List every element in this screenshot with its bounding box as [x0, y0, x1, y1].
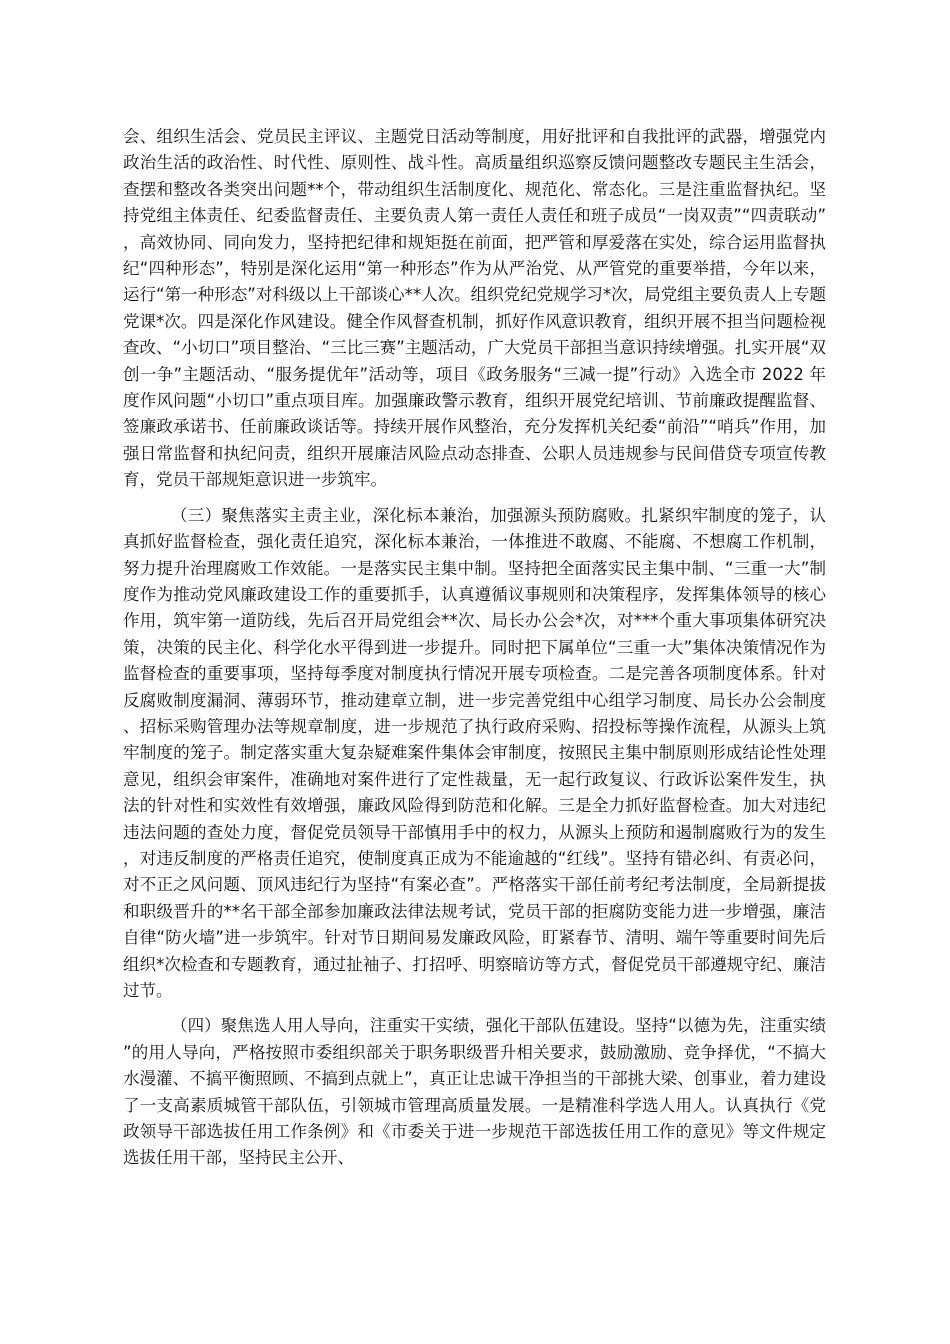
- paragraph-section-4: （四）聚焦选人用人导向，注重实干实绩，强化干部队伍建设。坚持“以德为先，注重实绩”的用人导向，严格按照市委组织部关于职务职级晋升相关要求，鼓励激励、竞争择优，“不搞大水漫灌、不搞平衡照顾、不搞到点就上”，真正让忠诚干净担当的干部挑大梁、创事业，着力建设了一支高素质城管干部队伍，引领城市管理高质量发展。一是精准科学选人用人。认真执行《党政领导干部选拔任用工作条例》和《市委关于进一步规范干部选拔任用工作的意见》等文件规定选拔任用干部，坚持民主公开、: [123, 1016, 826, 1168]
- document-body: [123, 124, 826, 1172]
- paragraph-section-3: （三）聚焦落实主责主业，深化标本兼治，加强源头预防腐败。扎紧织牢制度的笼子，认真抓好监督检查，强化责任追究，深化标本兼治，一体推进不敢腐、不能腐、不想腐工作机制，努力提升治理腐败工作效能。一是落实民主集中制。坚持把全面落实民主集中制、“三重一大”制度作为推动党风廉政建设工作的重要抓手，认真遵循议事规则和决策程序，发挥集体领导的核心作用，筑牢第一道防线，先后召开局党组会**次、局长办公会*次，对***个重大事项集体研究决策，决策的民主化、科学化水平得到进一步提升。同时把下属单位“三重一大”集体决策情况作为监督检查的重要事项，坚持每季度对制度执行情况开展专项检查。二是完善各项制度体系。针对反腐败制度漏洞、薄弱环节，推动建章立制，进一步完善党组中心组学习制度、局长办公会制度、招标采购管理办法等规章制度，进一步规范了执行政府采购、招投标等操作流程，从源头上筑牢制度的笼子。制定落实重大复杂疑难案件集体会审制度，按照民主集中制原则形成结论性处理意见，组织会审案件，准确地对案件进行了定性裁量，无一起行政复议、行政诉讼案件发生，执法的针对性和实效性有效增强，廉政风险得到防范和化解。三是全力抓好监督检查。加大对违纪违法问题的查处力度，督促党员领导干部慎用手中的权力，从源头上预防和遏制腐败行为的发生，对违反制度的严格责任追究，使制度真正成为不能逾越的“红线”。坚持有错必纠、有责必问，对不正之风问题、顶风违纪行为坚持“有案必查”。严格落实干部任前考纪考法制度，全局新提拔和职级晋升的**名干部全部参加廉政法律法规考试，党员干部的拒腐防变能力进一步增强，廉洁自律“防火墙”进一步筑牢。针对节日期间易发廉政风险，盯紧春节、清明、端午等重要时间先后组织*次检查和专题教育，通过扯袖子、打招呼、明察暗访等方式，督促党员干部遵规守纪、廉洁过节。: [123, 505, 826, 1000]
- paragraph-continuation: 会、组织生活会、党员民主评议、主题党日活动等制度，用好批评和自我批评的武器，增强党内政治生活的政治性、时代性、原则性、战斗性。高质量组织巡察反馈问题整改专题民主生活会，查摆和整改各类突出问题**个，带动组织生活制度化、规范化、常态化。三是注重监督执纪。坚持党组主体责任、纪委监督责任、主要负责人第一责任人责任和班子成员“一岗双责”“四责联动”，高效协同、同向发力，坚持把纪律和规矩挺在前面，把严管和厚爱落在实处，综合运用监督执纪“四种形态”，特别是深化运用“第一种形态”作为从严治党、从严管党的重要举措，今年以来，运行“第一种形态”对科级以上干部谈心**人次。组织党纪党规学习*次，局党组主要负责人上专题党课*次。四是深化作风建设。健全作风督查机制，抓好作风意识教育，组织开展不担当问题检视查改、“小切口”项目整治、“三比三赛”主题活动，广大党员干部担当意识持续增强。扎实开展“双创一争”主题活动、“服务提优年”活动等，项目《政务服务“三减一提”行动》入选全市 2022 年度作风问题“小切口”重点项目库。加强廉政警示教育，组织开展党纪培训、节前廉政提醒监督、签廉政承诺书、任前廉政谈话等。持续开展作风整治，充分发挥机关纪委“前沿”“哨兵”作用，加强日常监督和执纪问责，组织开展廉洁风险点动态排查、公职人员违规参与民间借贷专项宣传教育，党员干部规矩意识进一步筑牢。: [123, 127, 826, 490]
